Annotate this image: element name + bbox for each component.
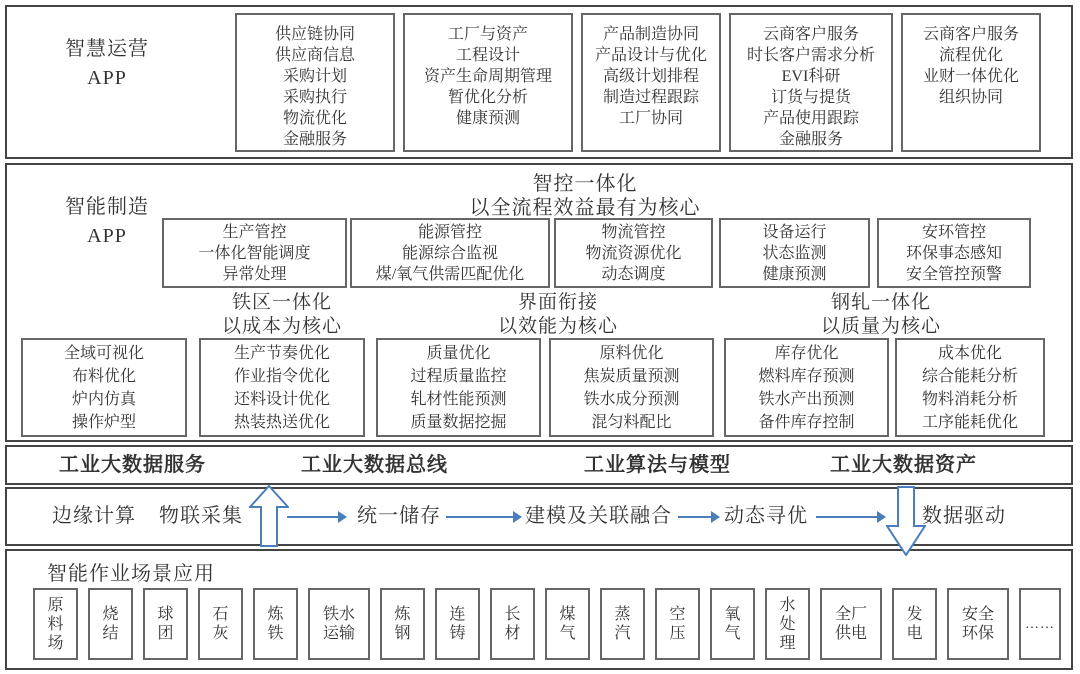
scenario-box [892, 588, 937, 660]
scenario-box-line: 水 [779, 596, 796, 614]
edge-computing-label: 边缘计算 [52, 505, 136, 527]
optimization-box [549, 338, 714, 437]
integrated-control-header-line1: 智控一体化 [532, 173, 638, 195]
operation-app-box-line: 工厂与资产 [447, 26, 528, 43]
scenario-box [820, 588, 882, 660]
scenario-box-line: 炼 [394, 606, 411, 623]
process-subheader-line: 以效能为核心 [497, 316, 618, 337]
control-box-line: 安全管控预警 [905, 265, 1002, 283]
integrated-control-header [400, 172, 770, 220]
optimization-box-line: 成本优化 [937, 344, 1002, 362]
optimization-box-line: 铁水成分预测 [583, 390, 680, 408]
operation-app-box-line: 采购执行 [282, 89, 347, 106]
control-box-line: 环保事态感知 [905, 244, 1002, 262]
scenario-box [253, 588, 298, 660]
operation-app-box-line: 资产生命周期管理 [423, 68, 552, 85]
optimization-box-line: 布料优化 [71, 367, 136, 385]
up-block-arrow [249, 485, 289, 547]
optimization-box-line: 物料消耗分析 [921, 390, 1018, 408]
operation-app-box-line: 组织协同 [938, 89, 1003, 106]
scenario-box-line: 电 [906, 625, 923, 642]
operation-app-box-line: 物流优化 [282, 110, 347, 127]
scenario-box [435, 588, 480, 660]
optimization-box-line: 焦炭质量预测 [583, 367, 680, 385]
operation-app-box-line: 云商客户服务 [922, 26, 1019, 43]
scenario-box-line: 运输 [322, 625, 355, 642]
scenario-box [1019, 588, 1061, 660]
bigdata-label [584, 447, 731, 483]
optimization-box-line: 全域可视化 [63, 344, 144, 362]
control-box-line: 煤/氧气供需匹配优化 [375, 265, 525, 283]
operation-app-box-line: 产品使用跟踪 [762, 110, 859, 127]
operation-app-box-line: 供应链协同 [274, 26, 355, 43]
optimization-box [895, 338, 1045, 437]
scenario-box [308, 588, 370, 660]
operation-app-box [403, 13, 573, 152]
smart-operation-label-line1: 智慧运营 [65, 38, 149, 60]
scenario-box-line: 汽 [614, 625, 631, 642]
scenario-box-line: 处 [779, 615, 796, 633]
scenario-box [655, 588, 700, 660]
process-subheader-line: 以质量为核心 [820, 316, 941, 337]
optimization-box-line: 生产节奏优化 [233, 344, 330, 362]
operation-app-box-line: 流程优化 [938, 47, 1003, 64]
operation-app-box-line: 高级计划排程 [602, 68, 699, 85]
scenario-box-line: …… [1025, 616, 1055, 632]
optimization-box-line: 作业指令优化 [233, 367, 330, 385]
band-scenario-applications [5, 549, 1073, 670]
control-box [162, 218, 347, 288]
iot-collect-label: 物联采集 [159, 505, 243, 527]
scenario-box [143, 588, 188, 660]
scenario-box-line: 团 [157, 625, 174, 642]
operation-app-box [729, 13, 893, 152]
optimization-box-line: 混匀料配比 [591, 413, 672, 431]
scenario-box-line: 发 [906, 606, 923, 623]
operation-app-box-line: 业财一体优化 [922, 68, 1019, 85]
operation-app-box-line: 工程设计 [455, 47, 520, 64]
scenario-box-line: 材 [504, 625, 521, 642]
operation-app-box-line: 产品设计与优化 [594, 47, 707, 64]
scenario-box-line: 空 [669, 606, 686, 623]
scenario-box-line: 煤 [559, 606, 576, 623]
control-box-line: 能源综合监视 [401, 244, 498, 262]
optimization-box-line: 备件库存控制 [758, 413, 855, 431]
operation-app-box-line: 制造过程跟踪 [602, 89, 699, 106]
optimization-box [199, 338, 365, 437]
scenario-box [88, 588, 133, 660]
operation-app-box-line: EVI科研 [781, 68, 841, 85]
control-box-line: 物流管控 [601, 223, 666, 241]
control-box-line: 设备运行 [762, 223, 827, 241]
down-block-arrow [886, 486, 926, 556]
scenario-box [490, 588, 535, 660]
optimization-box-line: 工序能耗优化 [921, 413, 1018, 431]
optimization-box-line: 燃料库存预测 [758, 367, 855, 385]
smart-operation-label-line2: APP [87, 67, 127, 89]
control-box-line: 异常处理 [222, 265, 287, 283]
optimization-box-line: 库存优化 [774, 344, 839, 362]
optimization-box [21, 338, 187, 437]
optimization-box [376, 338, 541, 437]
smart-manufacturing-label-line1: 智能制造 [65, 196, 149, 218]
flow-arrow-icon [816, 516, 884, 518]
scenario-box-line: 环保 [961, 625, 994, 642]
scenario-box-line: 氧 [724, 606, 741, 623]
modeling-fusion-label: 建模及关联融合 [525, 505, 672, 527]
control-box-line: 健康预测 [762, 265, 827, 283]
control-box [877, 218, 1031, 288]
scenario-box-line: 石 [212, 606, 229, 623]
optimization-box-line: 质量优化 [426, 344, 491, 362]
operation-app-box [235, 13, 395, 152]
flow-arrow-icon [678, 516, 718, 518]
flow-arrow-icon [287, 516, 345, 518]
scenario-box-line: 安全 [961, 606, 994, 623]
scenario-boxes [33, 588, 1061, 660]
scenario-box-line: 蒸 [614, 606, 631, 623]
operation-app-box-line: 订货与提货 [770, 89, 851, 106]
unified-storage-label: 统一储存 [357, 505, 441, 527]
scenario-box-line: 场 [47, 634, 64, 652]
band-industrial-bigdata [5, 445, 1073, 485]
scenario-box-line: 料 [47, 615, 64, 633]
process-subheader [177, 291, 387, 339]
scenario-box-line: 铁水 [322, 606, 355, 623]
operation-app-box-line: 云商客户服务 [762, 26, 859, 43]
integrated-control-header-line2: 以全流程效益最有为核心 [469, 197, 701, 219]
optimization-box-line: 质量数据挖掘 [410, 413, 507, 431]
process-subheader-line: 以成本为核心 [221, 316, 342, 337]
optimization-box-line: 轧材性能预测 [410, 390, 507, 408]
scenario-box [380, 588, 425, 660]
bigdata-label-line: 工业算法与模型 [584, 454, 731, 476]
process-subheader-line: 界面衔接 [517, 292, 598, 313]
optimization-box [724, 338, 889, 437]
scenario-box [600, 588, 645, 660]
control-box [554, 218, 713, 288]
flow-arrow-icon [446, 516, 520, 518]
optimization-box-line: 炉内仿真 [71, 390, 136, 408]
scenario-box-line: 连 [449, 606, 466, 623]
scenario-box-line: 供电 [834, 625, 867, 642]
optimization-box-line: 操作炉型 [71, 413, 136, 431]
scenario-box [545, 588, 590, 660]
data-driven-label: 数据驱动 [922, 505, 1006, 527]
operation-app-box-line: 金融服务 [282, 131, 347, 148]
operation-app-box [581, 13, 721, 152]
optimization-box-line: 铁水产出预测 [758, 390, 855, 408]
optimization-box-line: 还料设计优化 [233, 390, 330, 408]
control-box-line: 物流资源优化 [585, 244, 682, 262]
optimization-box-line: 原料优化 [599, 344, 664, 362]
scenario-box-line: 结 [102, 625, 119, 642]
optimization-box-line: 综合能耗分析 [921, 367, 1018, 385]
band-smart-operation-app [5, 5, 1073, 159]
scenario-applications-title: 智能作业场景应用 [47, 563, 215, 585]
band-edge-computing-flow [5, 487, 1073, 546]
bigdata-label-line: 工业大数据服务 [59, 454, 206, 476]
scenario-box [765, 588, 810, 660]
scenario-box-line: 压 [669, 625, 686, 642]
operation-app-box-line: 采购计划 [282, 68, 347, 85]
optimization-box-line: 热装热送优化 [233, 413, 330, 431]
operation-app-box-line: 时长客户需求分析 [746, 47, 875, 64]
bigdata-label [301, 447, 448, 483]
operation-app-box-line: 暂优化分析 [447, 89, 528, 106]
scenario-box-line: 钢 [394, 625, 411, 642]
scenario-box-line: 灰 [212, 625, 229, 642]
operation-app-box-line: 健康预测 [455, 110, 520, 127]
operation-app-box-line: 工厂协同 [618, 110, 683, 127]
process-subheader-line: 铁区一体化 [231, 292, 332, 313]
scenario-box-line: 烧 [102, 606, 119, 623]
operation-app-box-line: 供应商信息 [274, 47, 355, 64]
band-smart-manufacturing-app [5, 163, 1073, 442]
smart-operation-label [37, 35, 177, 93]
operation-app-box-line: 产品制造协同 [602, 26, 699, 43]
dynamic-optimize-label: 动态寻优 [724, 505, 808, 527]
control-box [350, 218, 550, 288]
control-box-line: 状态监测 [762, 244, 827, 262]
control-box-line: 动态调度 [601, 265, 666, 283]
process-subheader [453, 291, 663, 339]
optimization-box-line: 过程质量监控 [410, 367, 507, 385]
operation-app-box [901, 13, 1041, 152]
scenario-box [710, 588, 755, 660]
bigdata-label [59, 447, 206, 483]
scenario-box-line: 全厂 [834, 606, 867, 623]
control-box-line: 一体化智能调度 [198, 244, 311, 262]
scenario-box [947, 588, 1009, 660]
bigdata-label-line: 工业大数据资产 [830, 454, 977, 476]
scenario-box-line: 原 [47, 596, 64, 614]
scenario-box-line: 气 [559, 625, 576, 642]
scenario-box-line: 理 [779, 634, 796, 652]
scenario-box [33, 588, 78, 660]
scenario-box-line: 炼 [267, 606, 284, 623]
bigdata-label [830, 447, 977, 483]
scenario-box-line: 铁 [267, 625, 284, 642]
scenario-box [198, 588, 243, 660]
process-subheader [776, 291, 986, 339]
scenario-box-line: 球 [157, 606, 174, 623]
bigdata-label-line: 工业大数据总线 [301, 454, 448, 476]
scenario-box-line: 铸 [449, 625, 466, 642]
operation-app-boxes [235, 13, 1041, 152]
control-box-line: 生产管控 [222, 223, 287, 241]
process-subheader-line: 钢轧一体化 [830, 292, 931, 313]
operation-app-box-line: 金融服务 [778, 131, 843, 148]
control-box [719, 218, 870, 288]
control-box-line: 能源管控 [417, 223, 482, 241]
smart-manufacturing-label-line2: APP [87, 225, 127, 247]
scenario-box-line: 气 [724, 625, 741, 642]
control-box-line: 安环管控 [921, 223, 986, 241]
scenario-box-line: 长 [504, 606, 521, 623]
smart-manufacturing-label [37, 193, 177, 251]
